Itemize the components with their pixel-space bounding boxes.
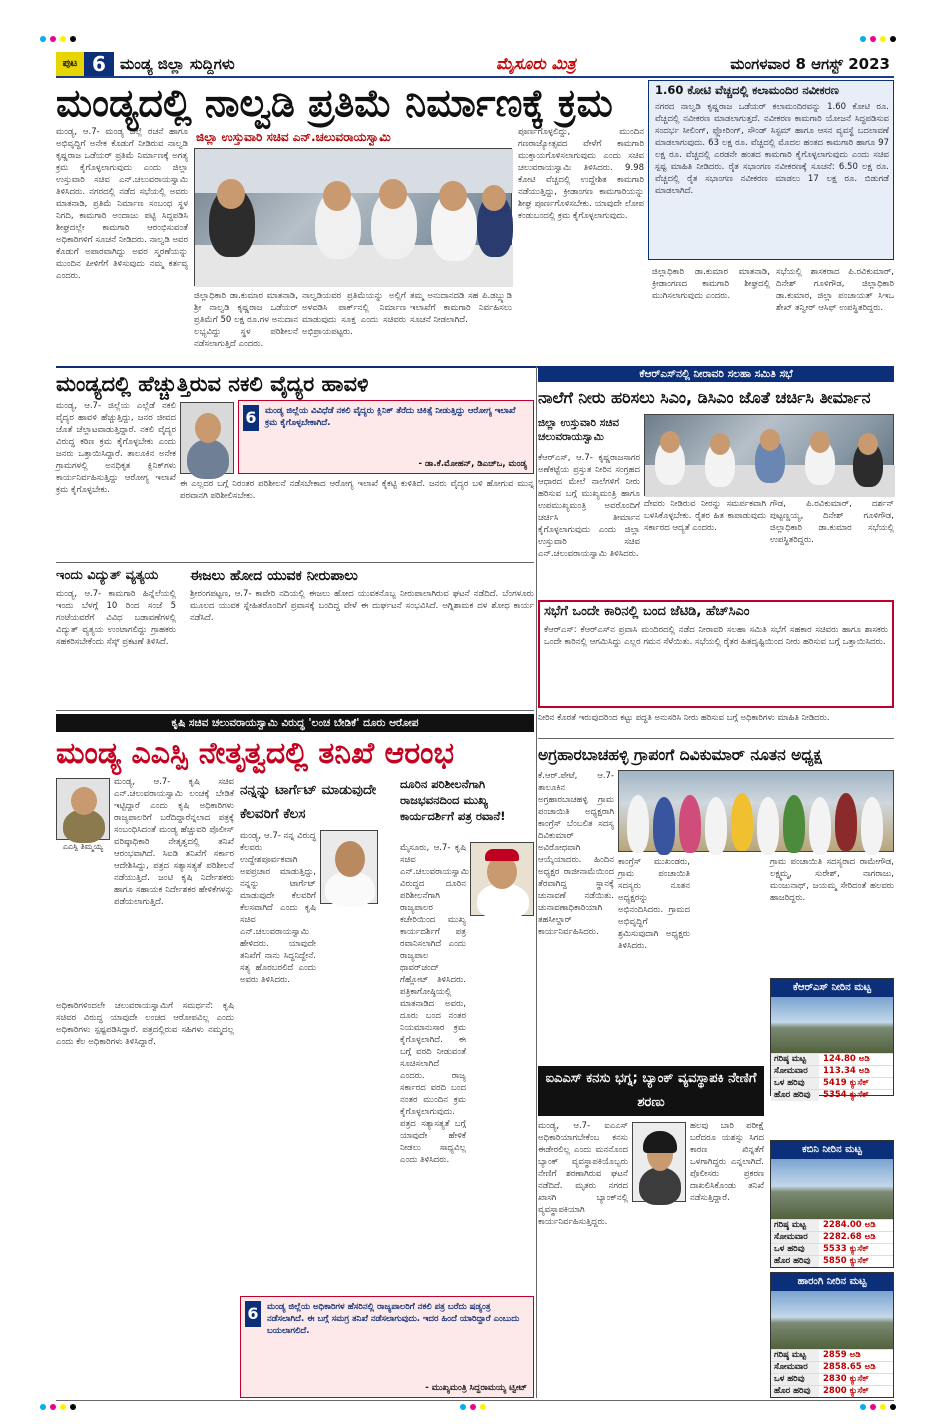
quack-headline: ಮಂಡ್ಯದಲ್ಲಿ ಹೆಚ್ಚುತ್ತಿರುವ ನಕಲಿ ವೈದ್ಯರ ಹಾವಳಿ bbox=[56, 372, 369, 396]
krs-row-1-label: ಗರಿಷ್ಠ ಮಟ್ಟ bbox=[771, 1054, 819, 1065]
kabini-level-title: ಕಬಿನಿ ನೀರಿನ ಮಟ್ಟ bbox=[771, 1141, 893, 1159]
probe-headline: ಮಂಡ್ಯ ಎಎಸ್ಪಿ ನೇತೃತ್ವದಲ್ಲಿ ತನಿಖೆ ಆರಂಭ bbox=[56, 736, 454, 771]
krs-headline: ನಾಲೆಗೆ ನೀರು ಹರಿಸಲು ಸಿಎಂ, ಡಿಸಿಎಂ ಜೊತೆ ಚರ್ಚಿಸಿ ತೀರ್ಮಾನ bbox=[538, 388, 871, 407]
krs-dam-image bbox=[771, 997, 893, 1053]
harangi-row-2-value: 2858.65 ಅಡಿ bbox=[823, 1362, 876, 1372]
harangi-row-1-value: 2859 ಅಡಿ bbox=[823, 1350, 861, 1360]
quote-number: 6 bbox=[245, 1301, 261, 1327]
kalamandira-box bbox=[648, 80, 894, 260]
bottom-rule bbox=[56, 1400, 894, 1401]
kabini-row-4-label: ಹೊರ ಹರಿವು bbox=[771, 1256, 819, 1267]
krs-meeting-photo bbox=[644, 414, 894, 496]
governor-photo bbox=[470, 842, 534, 916]
quack-col-2: ಈ ಎಲ್ಲದರ ಬಗ್ಗೆ ನಿರಂತರ ಪರಿಶೀಲನೆ ನಡೆಸಬೇಕಾದ ಆರೋಗ್ಯ ಇಲಾಖೆ ಕೈಕಟ್ಟಿ ಕುಳಿತಿದೆ. ಜನರು ವೈದ್ಯರ ಬಳಿ ಹೋಗುವ ಮುನ್ನ ಪರವಾನಗಿ ಪರಿಶೀಲಿಸಬೇಕು. bbox=[180, 479, 534, 501]
column-rule bbox=[536, 366, 537, 1398]
krs-row-3-value: 5419 ಕ್ಯುಸೆಕ್ bbox=[823, 1078, 869, 1088]
drowned-body: ಶ್ರೀರಂಗಪಟ್ಟಣ, ಆ.7- ಕಾವೇರಿ ನದಿಯಲ್ಲಿ ಈಜಲು ಹೋದ ಯುವಕನೊಬ್ಬ ನೀರುಪಾಲಾಗಿರುವ ಘಟನೆ ನಡೆದಿದೆ. ಬೆಂಗಳೂರು ಮೂಲದ ಯುವಕ ಸ್ನೇಹಿತರೊಂದಿಗೆ ಪ್ರವಾಸಕ್ಕೆ ಬಂದಿದ್ದ ವೇಳೆ ಈ ದುರ್ಘಟನೆ ಸಂಭವಿಸಿದೆ. ಅಗ್ನಿಶಾಮಕ ದಳ ಶೋಧ ಕಾರ್ಯ ನಡೆಸಿದೆ. bbox=[190, 589, 534, 623]
drowned-headline: ಈಜಲು ಹೋದ ಯುವಕ ನೀರುಪಾಲು bbox=[190, 568, 358, 584]
kabini-row-2-label: ಸೋಮವಾರ bbox=[771, 1232, 819, 1243]
agrahara-body: ಕೆ.ಆರ್.ಪೇಟೆ, ಆ.7- ತಾಲೂಕಿನ ಅಗ್ರಹಾರಬಾಚಹಳ್ಳಿ ಗ್ರಾಮ ಪಂಚಾಯಿತಿ ಅಧ್ಯಕ್ಷರಾಗಿ ಕಾಂಗ್ರೆಸ್ ಬೆಂಬಲಿತ ಸದಸ್ಯ ದಿವಿಕುಮಾರ್ ಅವಿರೋಧವಾಗಿ ಆಯ್ಕೆಯಾದರು. ಹಿಂದಿನ ಅಧ್ಯಕ್ಷರ ರಾಜೀನಾಮೆಯಿಂದ ತೆರವಾಗಿದ್ದ ಸ್ಥಾನಕ್ಕೆ ಚುನಾವಣೆ ನಡೆಯಿತು. ಚುನಾವಣಾಧಿಕಾರಿಯಾಗಿ ತಹಸೀಲ್ದಾರ್ ಕಾರ್ಯನಿರ್ವಹಿಸಿದರು. bbox=[538, 771, 614, 937]
issue-date: ಮಂಗಳವಾರ 8 ಆಗಸ್ಟ್ 2023 bbox=[730, 55, 890, 73]
lead-col-2: ಜಿಲ್ಲಾಧಿಕಾರಿ ಡಾ.ಕುಮಾರ ಮಾತನಾಡಿ, ಶ್ರೀ ನಾಲ್ವಡಿ ಕೃಷ್ಣರಾಜ ಒಡೆಯರ್ ಪ್ರತಿಮೆಗೆ 50 ಲಕ್ಷ ರೂ.ಗಳ ಅನುದಾನ ಲಭ್ಯವಿದ್ದು ಸ್ಥಳ ಪರಿಶೀಲನೆ ನಡೆಸಲಾಗುತ್ತಿದೆ ಎಂದರು. bbox=[194, 291, 298, 349]
registration-dots-bottom bbox=[0, 1404, 945, 1418]
probe-body-b: ಅಧಿಕಾರಿಗಳಿಂದಲೇ ಚಲುವರಾಯಸ್ವಾಮಿಗೆ ಸಮರ್ಥನೆ: ಕೃಷಿ ಸಚಿವರ ವಿರುದ್ಧ ಯಾವುದೇ ಲಂಚದ ಆರೋಪವಿಲ್ಲ ಎಂದು ಅಧಿಕಾರಿಗಳು ಸ್ಪಷ್ಟಪಡಿಸಿದ್ದಾರೆ. ಪತ್ರದಲ್ಲಿರುವ ಸಹಿಗಳು ನಮ್ಮದಲ್ಲ ಎಂದು ಕೆಲ ಅಧಿಕಾರಿಗಳು ತಿಳಿಸಿದ್ದಾರೆ. bbox=[56, 1001, 234, 1047]
jds-headline: ಸಭೆಗೆ ಒಂದೇ ಕಾರಿನಲ್ಲಿ ಬಂದ ಜೆಟಿಡಿ, ಹೆಚ್‌ಸಿಎಂ bbox=[544, 604, 750, 619]
asp-photo bbox=[56, 778, 110, 840]
agrahara-headline: ಅಗ್ರಹಾರಬಾಚಹಳ್ಳಿ ಗ್ರಾಪಂಗೆ ದಿವಿಕುಮಾರ್ ನೂತನ ಅಧ್ಯಕ್ಷ bbox=[538, 746, 822, 764]
kabini-row-3-value: 5533 ಕ್ಯುಸೆಕ್ bbox=[823, 1244, 869, 1254]
kabini-row-2-value: 2282.68 ಅಡಿ bbox=[823, 1232, 876, 1242]
governor-headline: ದೂರಿನ ಪರಿಶೀಲನೆಗಾಗಿ ರಾಜಭವನದಿಂದ ಮುಖ್ಯ ಕಾರ್ಯದರ್ಶಿಗೆ ಪತ್ರ ರವಾನೆ! bbox=[400, 777, 506, 823]
page-label: ಪುಟ bbox=[56, 52, 84, 76]
lead-meeting-photo bbox=[194, 148, 512, 286]
registration-dots-top bbox=[0, 36, 945, 50]
lead-col-4: ಪೂರ್ಣಗೊಳ್ಳಲಿದ್ದು, ಮುಂದಿನ ಗಣರಾಜ್ಯೋತ್ಸವದ ವೇಳೆಗೆ ಕಾಮಗಾರಿ ಮುಕ್ತಾಯಗೊಳಿಸಲಾಗುವುದು ಎಂದು ಸಚಿವ ಚಲುವರಾಯಸ್ವಾಮಿ ತಿಳಿಸಿದರು. 9.98 ಕೋಟಿ ವೆಚ್ಚದಲ್ಲಿ ಉದ್ದೇಶಿತ ಕಾಮಗಾರಿ ನಡೆಯುತ್ತಿದ್ದು, ಕ್ರೀಡಾಂಗಣ ಕಾಮಗಾರಿಯನ್ನು ಶೀಘ್ರ ಪೂರ್ಣಗೊಳಿಸಬೇಕು. ಯಾವುದೇ ಲೋಪ ಕಂಡುಬಂದಲ್ಲಿ ಕ್ರಮ ಕೈಗೊಳ್ಳಲಾಗುವುದು. bbox=[518, 127, 644, 221]
krs-row-1-value: 124.80 ಅಡಿ bbox=[823, 1054, 870, 1064]
krs-row-4-label: ಹೊರ ಹರಿವು bbox=[771, 1090, 819, 1101]
quack-doctor-photo bbox=[180, 402, 234, 474]
lead-headline: ಮಂಡ್ಯದಲ್ಲಿ ನಾಲ್ವಡಿ ಪ್ರತಿಮೆ ನಿರ್ಮಾಣಕ್ಕೆ ಕ್ರಮ bbox=[56, 81, 613, 125]
target-body-2 bbox=[320, 908, 396, 1080]
krs-body-4: ಗೌಡ, ಪಿ.ರವಿಕುಮಾರ್, ದರ್ಶನ್ ಪುಟ್ಟಣ್ಣಯ್ಯ, ದಿನೇಶ್ ಗೂಳಿಗೌಡ, ಜಿಲ್ಲಾಧಿಕಾರಿ ಡಾ.ಕುಮಾರ ಸಭೆಯಲ್ಲಿ ಉಪಸ್ಥಿತರಿದ್ದರು. bbox=[770, 499, 894, 545]
harangi-dam-image bbox=[771, 1291, 893, 1349]
kalamandira-headline: 1.60 ಕೋಟಿ ವೆಚ್ಚದಲ್ಲಿ ಕಲಾಮಂದಿರ ನವೀಕರಣ bbox=[655, 83, 839, 97]
lead-tail-col-2: ಸಭೆಯಲ್ಲಿ ಶಾಸಕರಾದ ಪಿ.ರವಿಕುಮಾರ್, ದಿನೇಶ್ ಗೂಳಿಗೌಡ, ಜಿಲ್ಲಾಧಿಕಾರಿ ಡಾ.ಕುಮಾರ, ಜಿಲ್ಲಾ ಪಂಚಾಯತ್ ಸಿಇಒ ಶೇಖ್ ತನ್ವೀರ್ ಆಸಿಫ್ ಉಪಸ್ಥಿತರಿದ್ದರು. bbox=[776, 267, 894, 313]
agrahara-body-3: ಗ್ರಾಮ ಪಂಚಾಯಿತಿ ಸದಸ್ಯರಾದ ರಾಮೇಗೌಡ, ಲಕ್ಷ್ಮಮ್ಮ, ಸುರೇಶ್, ನಾಗರಾಜು, ಮಂಜುನಾಥ್, ಜಯಮ್ಮ ಸೇರಿದಂತೆ ಹಲವರು ಹಾಜರಿದ್ದರು. bbox=[770, 857, 894, 903]
kabini-dam-image bbox=[771, 1159, 893, 1219]
harangi-level-box bbox=[770, 1272, 894, 1398]
target-body-3 bbox=[240, 1084, 396, 1292]
kabini-row-3-label: ಒಳ ಹರಿವು bbox=[771, 1244, 819, 1255]
target-headline: ನನ್ನನ್ನು ಟಾರ್ಗೆಟ್ ಮಾಡುವುದೇ ಕೆಲವರಿಗೆ ಕೆಲಸ bbox=[240, 782, 377, 822]
krs-level-box bbox=[770, 978, 894, 1100]
probe-band: ಕೃಷಿ ಸಚಿವ ಚಲುವರಾಯಸ್ವಾಮಿ ವಿರುದ್ಧ 'ಲಂಚ ಬೇಡಿಕೆ' ದೂರು ಆರೋಪ bbox=[56, 714, 534, 732]
row-rule bbox=[56, 562, 534, 563]
krs-subhead: ಜಿಲ್ಲಾ ಉಸ್ತುವಾರಿ ಸಚಿವ ಚಲುವರಾಯಸ್ವಾಮಿ bbox=[538, 417, 620, 443]
quack-quote-box bbox=[238, 400, 534, 474]
lead-col-3b: ತಮ್ಮ ಅನುದಾನದಡಿ ಸಹ ಪಿ.ಡಬ್ಲ್ಯುಡಿ ಇಲಾಖೆಗೆ ಕಾಮಗಾರಿ ನಿರ್ವಹಿಸಲು ಸೂಚನೆ ನೀಡಲಾಗಿದೆ. bbox=[410, 291, 512, 325]
bank-body-2: ಹಲವು ಬಾರಿ ಪರೀಕ್ಷೆ ಬರೆದರೂ ಯಶಸ್ಸು ಸಿಗದ ಕಾರಣ ಖಿನ್ನತೆಗೆ ಒಳಗಾಗಿದ್ದರು ಎನ್ನಲಾಗಿದೆ. ಪೊಲೀಸರು ಪ್ರಕರಣ ದಾಖಲಿಸಿಕೊಂಡು ತನಿಖೆ ನಡೆಸುತ್ತಿದ್ದಾರೆ. bbox=[690, 1121, 764, 1203]
bank-body-3 bbox=[632, 1206, 686, 1398]
cm-tweet-byline: - ಮುಖ್ಯಮಂತ್ರಿ ಸಿದ್ದರಾಮಯ್ಯ ಟ್ವೀಟ್ bbox=[425, 1383, 527, 1393]
jds-body: ಕೆಆರ್‌ಎಸ್: ಕೆಆರ್‌ಎಸ್‌ನ ಪ್ರವಾಸಿ ಮಂದಿರದಲ್ಲಿ ನಡೆದ ನೀರಾವರಿ ಸಲಹಾ ಸಮಿತಿ ಸಭೆಗೆ ಸಹಕಾರ ಸಚಿವರು ಹಾಗೂ ಶಾಸಕರು ಒಂದೇ ಕಾರಿನಲ್ಲಿ ಆಗಮಿಸಿದ್ದು ಎಲ್ಲರ ಗಮನ ಸೆಳೆಯಿತು. ಸಭೆಯಲ್ಲಿ ರೈತರ ಹಿತದೃಷ್ಟಿಯಿಂದ ನೀರು ಹರಿಸುವ ಬಗ್ಗೆ ಒತ್ತಾಯಿಸಿದರು. bbox=[544, 625, 888, 647]
row-rule bbox=[538, 738, 894, 739]
masthead bbox=[56, 52, 894, 78]
bank-headline: ಐಎಎಸ್ ಕನಸು ಭಗ್ನ; ಬ್ಯಾಂಕ್ ವ್ಯವಸ್ಥಾಪಕಿ ನೇಣಿಗೆ ಶರಣು bbox=[538, 1066, 764, 1116]
krs-row-4-value: 5354 ಕ್ಯುಸೆಕ್ bbox=[823, 1090, 869, 1100]
quack-quote: ಮಂಡ್ಯ ಜಿಲ್ಲೆಯ ವಿವಿಧೆಡೆ ನಕಲಿ ವೈದ್ಯರು ಕ್ಲಿನಿಕ್ ತೆರೆದು ಚಿಕಿತ್ಸೆ ನೀಡುತ್ತಿದ್ದು ಆರೋಗ್ಯ ಇಲಾಖೆ ಕ್ರಮ ಕೈಗೊಳ್ಳಬೇಕಾಗಿದೆ. bbox=[265, 406, 516, 428]
governor-body: ಮೈಸೂರು, ಆ.7- ಕೃಷಿ ಸಚಿವ ಎನ್.ಚಲುವರಾಯಸ್ವಾಮಿ ವಿರುದ್ಧದ ದೂರಿನ ಪರಿಶೀಲನೆಗಾಗಿ ರಾಜ್ಯಪಾಲರ ಕಚೇರಿಯಿಂದ ಮುಖ್ಯ ಕಾರ್ಯದರ್ಶಿಗೆ ಪತ್ರ ರವಾನಿಸಲಾಗಿದೆ ಎಂದು ರಾಜ್ಯಪಾಲ ಥಾವರ್‌ಚಂದ್ ಗೆಹ್ಲೋಟ್ ತಿಳಿಸಿದರು. ಪತ್ರಿಕಾಗೋಷ್ಠಿಯಲ್ಲಿ ಮಾತನಾಡಿದ ಅವರು, ದೂರು ಬಂದ ನಂತರ ನಿಯಮಾನುಸಾರ ಕ್ರಮ ಕೈಗೊಳ್ಳಲಾಗಿದೆ. ಈ ಬಗ್ಗೆ ವರದಿ ನೀಡುವಂತೆ ಸೂಚಿಸಲಾಗಿದೆ ಎಂದರು. ರಾಜ್ಯ ಸರ್ಕಾರದ ವರದಿ ಬಂದ ನಂತರ ಮುಂದಿನ ಕ್ರಮ ಕೈಗೊಳ್ಳಲಾಗುವುದು. ಪತ್ರದ ಸತ್ಯಾಸತ್ಯತೆ ಬಗ್ಗೆ ಯಾವುದೇ ಹೇಳಿಕೆ ನೀಡಲು ಸಾಧ್ಯವಿಲ್ಲ ಎಂದು ತಿಳಿಸಿದರು. bbox=[400, 843, 469, 1165]
harangi-row-4-value: 2800 ಕ್ಯುಸೆಕ್ bbox=[823, 1386, 869, 1396]
krs-row-2-value: 113.34 ಅಡಿ bbox=[823, 1066, 870, 1076]
jds-box bbox=[538, 600, 894, 708]
lead-col-3: ನಾಲ್ವಡಿಯವರ ಪ್ರತಿಮೆಯನ್ನು ಅಲ್ಲಿಗೆ ಅಳವಡಿಸಿ ಪಾರ್ಕ್‌ನಲ್ಲಿ ನಿರ್ಮಾಣ ಮಾಡುವುದು ಸೂಕ್ತ ಎಂದು ಸಚಿವರು ಅಭಿಪ್ರಾಯಪಟ್ಟರು. bbox=[302, 291, 406, 337]
krs-body: ಕೆಆರ್‌ಎಸ್, ಆ.7- ಕೃಷ್ಣರಾಜಸಾಗರ ಅಣೆಕಟ್ಟೆಯ ಪ್ರಸ್ತುತ ನೀರಿನ ಸಂಗ್ರಹದ ಆಧಾರದ ಮೇಲೆ ನಾಲೆಗಳಿಗೆ ನೀರು ಹರಿಸುವ ಬಗ್ಗೆ ಮುಖ್ಯಮಂತ್ರಿ ಹಾಗೂ ಉಪಮುಖ್ಯಮಂತ್ರಿ ಅವರೊಂದಿಗೆ ಚರ್ಚಿಸಿ ತೀರ್ಮಾನ ಕೈಗೊಳ್ಳಲಾಗುವುದು ಎಂದು ಜಿಲ್ಲಾ ಉಸ್ತುವಾರಿ ಸಚಿವ ಎನ್.ಚಲುವರಾಯಸ್ವಾಮಿ ತಿಳಿಸಿದರು. bbox=[538, 453, 640, 559]
lead-subhead: ಜಿಲ್ಲಾ ಉಸ್ತುವಾರಿ ಸಚಿವ ಎನ್.ಚಲುವರಾಯಸ್ವಾಮಿ bbox=[196, 130, 391, 144]
minister-photo bbox=[320, 830, 378, 904]
target-body: ಮಂಡ್ಯ, ಆ.7- ನನ್ನ ವಿರುದ್ಧ ಕೆಲವರು ಉದ್ದೇಶಪೂರ್ವಕವಾಗಿ ಅಪಪ್ರಚಾರ ಮಾಡುತ್ತಿದ್ದು, ನನ್ನನ್ನು ಟಾರ್ಗೆಟ್ ಮಾಡುವುದೇ ಕೆಲವರಿಗೆ ಕೆಲಸವಾಗಿದೆ ಎಂದು ಕೃಷಿ ಸಚಿವ ಎನ್.ಚಲುವರಾಯಸ್ವಾಮಿ ಹೇಳಿದರು. ಯಾವುದೇ ತನಿಖೆಗೆ ನಾನು ಸಿದ್ಧನಿದ್ದೇನೆ. ಸತ್ಯ ಹೊರಬರಲಿದೆ ಎಂದು ಅವರು ತಿಳಿಸಿದರು. bbox=[240, 831, 316, 985]
harangi-row-4-label: ಹೊರ ಹರಿವು bbox=[771, 1386, 819, 1397]
kabini-row-1-label: ಗರಿಷ್ಠ ಮಟ್ಟ bbox=[771, 1220, 819, 1231]
quote-number: 6 bbox=[243, 405, 259, 431]
lead-col-1: ಮಂಡ್ಯ, ಆ.7- ಮಂಡ್ಯ ಜಿಲ್ಲೆ ರಚನೆ ಹಾಗೂ ಅಭಿವೃದ್ಧಿಗೆ ಅನೇಕ ಕೊಡುಗೆ ನೀಡಿರುವ ನಾಲ್ವಡಿ ಕೃಷ್ಣರಾಜ ಒಡೆಯರ್ ಪ್ರತಿಮೆ ನಿರ್ಮಾಣಕ್ಕೆ ಅಗತ್ಯ ಕ್ರಮ ಕೈಗೊಳ್ಳಲಾಗುವುದು ಎಂದು ಜಿಲ್ಲಾ ಉಸ್ತುವಾರಿ ಸಚಿವ ಎನ್.ಚಲುವರಾಯಸ್ವಾಮಿ ತಿಳಿಸಿದರು. ನಗರದಲ್ಲಿ ನಡೆದ ಸಭೆಯಲ್ಲಿ ಅವರು ಮಾತನಾಡಿ, ಪ್ರತಿಮೆ ನಿರ್ಮಾಣ ಸಂಬಂಧ ಸ್ಥಳ ನಿಗದಿ, ಕಾಮಗಾರಿ ಅಂದಾಜು ಪಟ್ಟಿ ಸಿದ್ಧಪಡಿಸಿ ಶೀಘ್ರದಲ್ಲೇ ಕಾಮಗಾರಿ ಆರಂಭಿಸುವಂತೆ ಅಧಿಕಾರಿಗಳಿಗೆ ಸೂಚನೆ ನೀಡಿದರು. ನಾಲ್ವಡಿ ಅವರ ಕೊಡುಗೆ ಅಪಾರವಾಗಿದ್ದು ಅವರ ಸ್ಮರಣೆಯನ್ನು ಮುಂದಿನ ಪೀಳಿಗೆಗೆ ತಿಳಿಸುವುದು ನಮ್ಮ ಕರ್ತವ್ಯ ಎಂದರು. bbox=[56, 127, 188, 281]
probe-body: ಮಂಡ್ಯ, ಆ.7- ಕೃಷಿ ಸಚಿವ ಎನ್.ಚಲುವರಾಯಸ್ವಾಮಿ ಲಂಚಕ್ಕೆ ಬೇಡಿಕೆ ಇಟ್ಟಿದ್ದಾರೆ ಎಂದು ಕೃಷಿ ಅಧಿಕಾರಿಗಳು ರಾಜ್ಯಪಾಲರಿಗೆ ಬರೆದಿದ್ದಾರೆನ್ನಲಾದ ಪತ್ರಕ್ಕೆ ಸಂಬಂಧಿಸಿದಂತೆ ಮಂಡ್ಯ ಹೆಚ್ಚುವರಿ ಪೊಲೀಸ್ ವರಿಷ್ಠಾಧಿಕಾರಿ ನೇತೃತ್ವದಲ್ಲಿ ತನಿಖೆ ಆರಂಭವಾಗಿದೆ. ಸಿಐಡಿ ತನಿಖೆಗೆ ಸರ್ಕಾರ ಆದೇಶಿಸಿದ್ದು, ಪತ್ರದ ಸತ್ಯಾಸತ್ಯತೆ ಪರಿಶೀಲನೆ ನಡೆಯುತ್ತಿದೆ. ಜಂಟಿ ಕೃಷಿ ನಿರ್ದೇಶಕರು ಹಾಗೂ ಸಹಾಯಕ ನಿರ್ದೇಶಕರ ಹೇಳಿಕೆಗಳನ್ನು ಪಡೆಯಲಾಗುತ್ತಿದೆ. bbox=[114, 777, 234, 907]
kalamandira-body: ನಗರದ ನಾಲ್ವಡಿ ಕೃಷ್ಣರಾಜ ಒಡೆಯರ್ ಕಲಾಮಂದಿರವನ್ನು 1.60 ಕೋಟಿ ರೂ. ವೆಚ್ಚದಲ್ಲಿ ನವೀಕರಣ ಮಾಡಲಾಗುತ್ತದೆ. ನವೀಕರಣ ಕಾಮಗಾರಿ ಯೋಜನೆ ಸಿದ್ಧಪಡಿಸುವ ಸಂದರ್ಭ ಸೀಲಿಂಗ್, ಫ್ಲೋರಿಂಗ್, ಸೌಂಡ್ ಸಿಸ್ಟಮ್ ಹಾಗೂ ಆಸನ ವ್ಯವಸ್ಥೆ ಬದಲಾವಣೆ ಮಾಡಲಾಗುವುದು. 63 ಲಕ್ಷ ರೂ. ವೆಚ್ಚದಲ್ಲಿ ಮೊದಲ ಹಂತದ ಕಾಮಗಾರಿ ಹಾಗೂ 97 ಲಕ್ಷ ರೂ. ವೆಚ್ಚದಲ್ಲಿ ಎರಡನೇ ಹಂತದ ಕಾಮಗಾರಿ ಕೈಗೊಳ್ಳಲಾಗುವುದು ಎಂದು ಸಚಿವ ಸ್ಪಷ್ಟ ಮಾಹಿತಿ ನೀಡಿದರು. ರೈತ ಸಭಾಂಗಣ ನವೀಕರಣಕ್ಕೆ ಸೂಚನೆ: 6.50 ಲಕ್ಷ ರೂ. ವೆಚ್ಚದಲ್ಲಿ ರೈತ ಸಭಾಂಗಣ ನವೀಕರಣ ಮಾಡಲು 17 ಲಕ್ಷ ರೂ. ಬಿಡುಗಡೆ ಮಾಡಲಾಗಿದೆ. bbox=[655, 102, 889, 196]
krs-row-3-label: ಒಳ ಹರಿವು bbox=[771, 1078, 819, 1089]
krs-body-2: ದೇವರು ನೀಡಿರುವ ನೀರನ್ನು ಸಮರ್ಪಕವಾಗಿ ಬಳಸಿಕೊಳ್ಳಬೇಕು. ರೈತರ ಹಿತ ಕಾಪಾಡುವುದು ಸರ್ಕಾರದ ಆದ್ಯತೆ ಎಂದರು. bbox=[644, 499, 766, 533]
agrahara-group-photo bbox=[618, 770, 894, 852]
lead-tail-col-1: ಜಿಲ್ಲಾಧಿಕಾರಿ ಡಾ.ಕುಮಾರ ಮಾತನಾಡಿ, ಕ್ರೀಡಾಂಗಣದ ಕಾಮಗಾರಿ ಶೀಘ್ರದಲ್ಲಿ ಮುಗಿಸಲಾಗುವುದು ಎಂದರು. bbox=[652, 267, 770, 301]
kabini-level-box bbox=[770, 1140, 894, 1268]
governor-body-2 bbox=[400, 1082, 534, 1292]
kabini-row-1-value: 2284.00 ಅಡಿ bbox=[823, 1220, 876, 1230]
harangi-level-title: ಹಾರಂಗಿ ನೀರಿನ ಮಟ್ಟ bbox=[771, 1273, 893, 1291]
section-title: ಮಂಡ್ಯ ಜಿಲ್ಲಾ ಸುದ್ದಿಗಳು bbox=[120, 55, 235, 73]
bank-manager-photo bbox=[632, 1122, 686, 1202]
row-rule bbox=[56, 710, 534, 711]
harangi-row-2-label: ಸೋಮವಾರ bbox=[771, 1362, 819, 1373]
cm-tweet-box bbox=[240, 1296, 534, 1398]
krs-level-title: ಕೆಆರ್‌ಎಸ್ ನೀರಿನ ಮಟ್ಟ bbox=[771, 979, 893, 997]
asp-photo-caption: ಎಎಸ್ಪಿ ತಿಮ್ಮಯ್ಯ bbox=[62, 842, 104, 851]
harangi-row-3-label: ಒಳ ಹರಿವು bbox=[771, 1374, 819, 1385]
krs-body-3: ನೀರಿನ ಕೊರತೆ ಇರುವುದರಿಂದ ಕಟ್ಟು ಪದ್ಧತಿ ಅನುಸರಿಸಿ ನೀರು ಹರಿಸುವ ಬಗ್ಗೆ ಅಧಿಕಾರಿಗಳು ಮಾಹಿತಿ ನೀಡಿದರು. bbox=[538, 713, 830, 723]
krs-row-2-label: ಸೋಮವಾರ bbox=[771, 1066, 819, 1077]
harangi-row-3-value: 2830 ಕ್ಯುಸೆಕ್ bbox=[823, 1374, 869, 1384]
page-number: 6 bbox=[84, 52, 114, 76]
kabini-row-4-value: 5850 ಕ್ಯುಸೆಕ್ bbox=[823, 1256, 869, 1266]
probe-body-left bbox=[56, 856, 110, 996]
quack-body: ಮಂಡ್ಯ, ಆ.7- ಜಿಲ್ಲೆಯ ಎಲ್ಲೆಡೆ ನಕಲಿ ವೈದ್ಯರ ಹಾವಳಿ ಹೆಚ್ಚುತ್ತಿದ್ದು, ಜನರ ಜೀವದ ಜೊತೆ ಚೆಲ್ಲಾಟವಾಡುತ್ತಿದ್ದಾರೆ. ನಕಲಿ ವೈದ್ಯರ ವಿರುದ್ಧ ಕಠಿಣ ಕ್ರಮ ಕೈಗೊಳ್ಳಬೇಕು ಎಂದು ಜನರು ಒತ್ತಾಯಿಸಿದ್ದಾರೆ. ತಾಲೂಕಿನ ಅನೇಕ ಗ್ರಾಮಗಳಲ್ಲಿ ಅನಧಿಕೃತ ಕ್ಲಿನಿಕ್‌ಗಳು ಕಾರ್ಯನಿರ್ವಹಿಸುತ್ತಿದ್ದು ಆರೋಗ್ಯ ಇಲಾಖೆ ಕ್ರಮ ಕೈಗೊಳ್ಳಬೇಕು. bbox=[56, 401, 176, 495]
agrahara-body-2: ಕಾಂಗ್ರೆಸ್ ಮುಖಂಡರು, ಗ್ರಾಮ ಪಂಚಾಯಿತಿ ಸದಸ್ಯರು ನೂತನ ಅಧ್ಯಕ್ಷರನ್ನು ಅಭಿನಂದಿಸಿದರು. ಗ್ರಾಮದ ಅಭಿವೃದ್ಧಿಗೆ ಶ್ರಮಿಸುವುದಾಗಿ ಅಧ್ಯಕ್ಷರು ತಿಳಿಸಿದರು. bbox=[618, 857, 690, 951]
newspaper-logo: ಮೈಸೂರು ಮಿತ್ರ bbox=[496, 54, 576, 73]
cm-tweet-text: ಮಂಡ್ಯ ಜಿಲ್ಲೆಯ ಅಧಿಕಾರಿಗಳ ಹೆಸರಿನಲ್ಲಿ ರಾಜ್ಯಪಾಲರಿಗೆ ನಕಲಿ ಪತ್ರ ಬರೆದು ಷಡ್ಯಂತ್ರ ನಡೆಸಲಾಗಿದೆ. ಈ ಬಗ್ಗೆ ಸಮಗ್ರ ತನಿಖೆ ನಡೆಸಲಾಗುವುದು. ಇದರ ಹಿಂದೆ ಯಾರಿದ್ದಾರೆ ಎಂಬುದು ಬಯಲಾಗಲಿದೆ. bbox=[267, 1302, 520, 1336]
power-body: ಮಂಡ್ಯ, ಆ.7- ಕಾಮಗಾರಿ ಹಿನ್ನೆಲೆಯಲ್ಲಿ ಇಂದು ಬೆಳಗ್ಗೆ 10 ರಿಂದ ಸಂಜೆ 5 ಗಂಟೆಯವರೆಗೆ ವಿವಿಧ ಬಡಾವಣೆಗಳಲ್ಲಿ ವಿದ್ಯುತ್ ವ್ಯತ್ಯಯ ಉಂಟಾಗಲಿದ್ದು ಗ್ರಾಹಕರು ಸಹಕರಿಸಬೇಕೆಂದು ಸೆಸ್ಕ್ ಪ್ರಕಟಣೆ ತಿಳಿಸಿದೆ. bbox=[56, 589, 176, 647]
agrahara-body-2b bbox=[694, 856, 766, 1064]
quack-quote-byline: - ಡಾ.ಕೆ.ಮೋಹನ್, ಡಿಎಚ್‌ಒ, ಮಂಡ್ಯ bbox=[418, 459, 527, 469]
krs-kicker: ಕೆಆರ್‌ಎಸ್‌ನಲ್ಲಿ ನೀರಾವರಿ ಸಲಹಾ ಸಮಿತಿ ಸಭೆ bbox=[538, 366, 894, 382]
harangi-row-1-label: ಗರಿಷ್ಠ ಮಟ್ಟ bbox=[771, 1350, 819, 1361]
power-headline: ಇಂದು ವಿದ್ಯುತ್ ವ್ಯತ್ಯಯ bbox=[56, 568, 159, 583]
bank-body: ಮಂಡ್ಯ, ಆ.7- ಐಎಎಸ್ ಅಧಿಕಾರಿಯಾಗಬೇಕೆಂಬ ಕನಸು ಈಡೇರಲಿಲ್ಲ ಎಂದು ಮನನೊಂದ ಬ್ಯಾಂಕ್ ವ್ಯವಸ್ಥಾಪಕಿಯೊಬ್ಬರು ನೇಣಿಗೆ ಶರಣಾಗಿರುವ ಘಟನೆ ನಡೆದಿದೆ. ಮೃತರು ನಗರದ ಖಾಸಗಿ ಬ್ಯಾಂಕ್‌ನಲ್ಲಿ ವ್ಯವಸ್ಥಾಪಕಿಯಾಗಿ ಕಾರ್ಯನಿರ್ವಹಿಸುತ್ತಿದ್ದರು. bbox=[538, 1121, 628, 1227]
